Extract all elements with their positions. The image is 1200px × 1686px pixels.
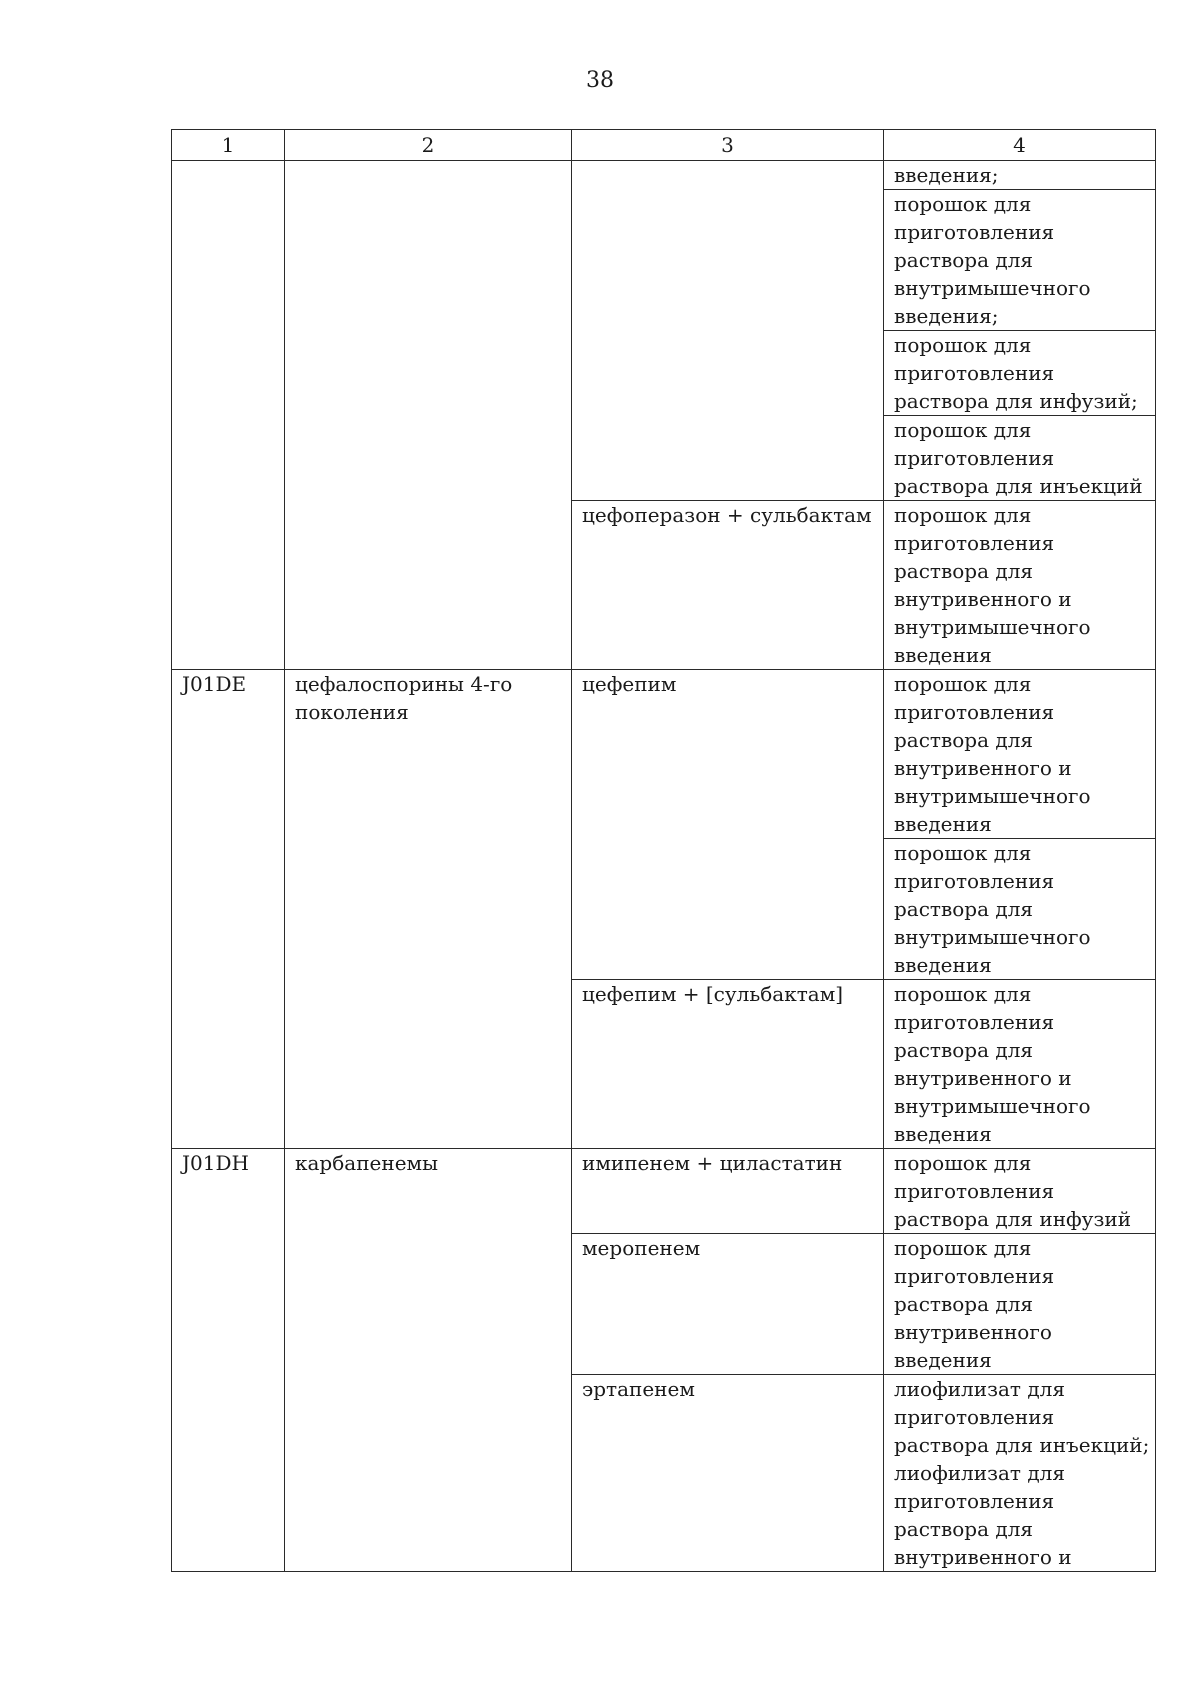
dosage-form-line: раствора для [894, 1517, 1034, 1541]
dosage-forms-cell [884, 1149, 1156, 1234]
dosage-form-line: введения [894, 812, 992, 836]
dosage-form-line: порошок для [894, 192, 1032, 216]
drug-name-cell: цефоперазон + сульбактам [572, 501, 884, 670]
dosage-form [884, 189, 1155, 330]
dosage-forms-cell [884, 1234, 1156, 1375]
dosage-forms-cell [884, 980, 1156, 1149]
drug-group-cell [285, 161, 572, 670]
dosage-form-line: порошок для [894, 672, 1032, 696]
dosage-form-line: порошок для [894, 1236, 1032, 1260]
dosage-form-line: внутримышечного [894, 925, 1091, 949]
dosage-form-line: раствора для [894, 248, 1034, 272]
dosage-forms-cell [884, 1375, 1156, 1572]
dosage-form-line: приготовления [894, 1010, 1055, 1034]
drug-name-cell: цефепим + [сульбактам] [572, 980, 884, 1149]
table-row [172, 1149, 1156, 1234]
dosage-form-line: порошок для [894, 841, 1032, 865]
dosage-form-line: введения; [894, 163, 999, 187]
dosage-form-line: внутримышечного [894, 615, 1091, 639]
dosage-form-line: порошок для [894, 503, 1032, 527]
drug-name-cell: имипенем + циластатин [572, 1149, 884, 1234]
dosage-form-line: внутривенного и [894, 587, 1072, 611]
dosage-forms-cell [884, 670, 1156, 980]
drug-name-cell: эртапенем [572, 1375, 884, 1572]
drug-group-cell: карбапенемы [285, 1149, 572, 1572]
dosage-form-line: приготовления [894, 700, 1055, 724]
dosage-form-line: раствора для [894, 1038, 1034, 1062]
dosage-form-line: внутримышечного [894, 1094, 1091, 1118]
dosage-form-line: лиофилизат для [894, 1377, 1065, 1401]
dosage-form-line: введения [894, 953, 992, 977]
table-row [172, 161, 1156, 501]
atc-code-cell: J01DE [172, 670, 285, 1149]
dosage-form [884, 501, 1155, 669]
dosage-form-line: порошок для [894, 1151, 1032, 1175]
table-row [172, 670, 1156, 980]
page-number: 38 [586, 68, 614, 93]
dosage-form-line: лиофилизат для [894, 1461, 1065, 1485]
dosage-form [884, 670, 1155, 838]
dosage-form [884, 161, 1155, 189]
dosage-form-line: раствора для [894, 897, 1034, 921]
dosage-form-line: приготовления [894, 869, 1055, 893]
dosage-forms-cell [884, 501, 1156, 670]
dosage-form [884, 1375, 1155, 1571]
dosage-form-line: порошок для [894, 982, 1032, 1006]
dosage-form [884, 838, 1155, 979]
dosage-form-line: внутривенного [894, 1320, 1052, 1344]
dosage-form-line: приготовления [894, 1405, 1055, 1429]
dosage-form-line: введения [894, 1348, 992, 1372]
dosage-form-line: раствора для [894, 728, 1034, 752]
dosage-form-line: раствора для инъекций; [894, 1433, 1150, 1457]
dosage-form-line: раствора для инъекций [894, 474, 1143, 498]
header-row [172, 130, 1156, 161]
dosage-form-line: раствора для инфузий [894, 1207, 1132, 1231]
dosage-form-line: приготовления [894, 1264, 1055, 1288]
dosage-form-line: приготовления [894, 220, 1055, 244]
dosage-form-line: приготовления [894, 531, 1055, 555]
drug-name-cell: меропенем [572, 1234, 884, 1375]
dosage-form-line: внутривенного и [894, 756, 1072, 780]
dosage-forms-cell [884, 161, 1156, 501]
dosage-form-line: приготовления [894, 1179, 1055, 1203]
dosage-form-line: приготовления [894, 446, 1055, 470]
drug-table [171, 129, 1156, 1572]
dosage-form-line: внутримышечного [894, 276, 1091, 300]
column-header-1: 1 [172, 130, 285, 161]
drug-name-cell [572, 161, 884, 501]
dosage-form-line: порошок для [894, 333, 1032, 357]
dosage-form-line: порошок для [894, 418, 1032, 442]
dosage-form-line: введения [894, 643, 992, 667]
dosage-form-line: раствора для [894, 1292, 1034, 1316]
table-body [172, 161, 1156, 1572]
dosage-form-line: введения [894, 1122, 992, 1146]
dosage-form [884, 330, 1155, 415]
atc-code-cell: J01DH [172, 1149, 285, 1572]
drug-name-cell: цефепим [572, 670, 884, 980]
dosage-form-line: введения; [894, 304, 999, 328]
dosage-form-line: приготовления [894, 1489, 1055, 1513]
dosage-form-line: раствора для [894, 559, 1034, 583]
column-header-3: 3 [572, 130, 884, 161]
dosage-form-line: приготовления [894, 361, 1055, 385]
atc-code-cell [172, 161, 285, 670]
column-header-4: 4 [884, 130, 1156, 161]
dosage-form-line: внутривенного и [894, 1545, 1072, 1569]
dosage-form [884, 1234, 1155, 1374]
dosage-form-line: внутримышечного [894, 784, 1091, 808]
dosage-form [884, 980, 1155, 1148]
dosage-form-line: внутривенного и [894, 1066, 1072, 1090]
drug-group-cell: цефалоспорины 4-го поколения [285, 670, 572, 1149]
dosage-form [884, 1149, 1155, 1233]
dosage-form-line: раствора для инфузий; [894, 389, 1138, 413]
column-header-2: 2 [285, 130, 572, 161]
dosage-form [884, 415, 1155, 500]
